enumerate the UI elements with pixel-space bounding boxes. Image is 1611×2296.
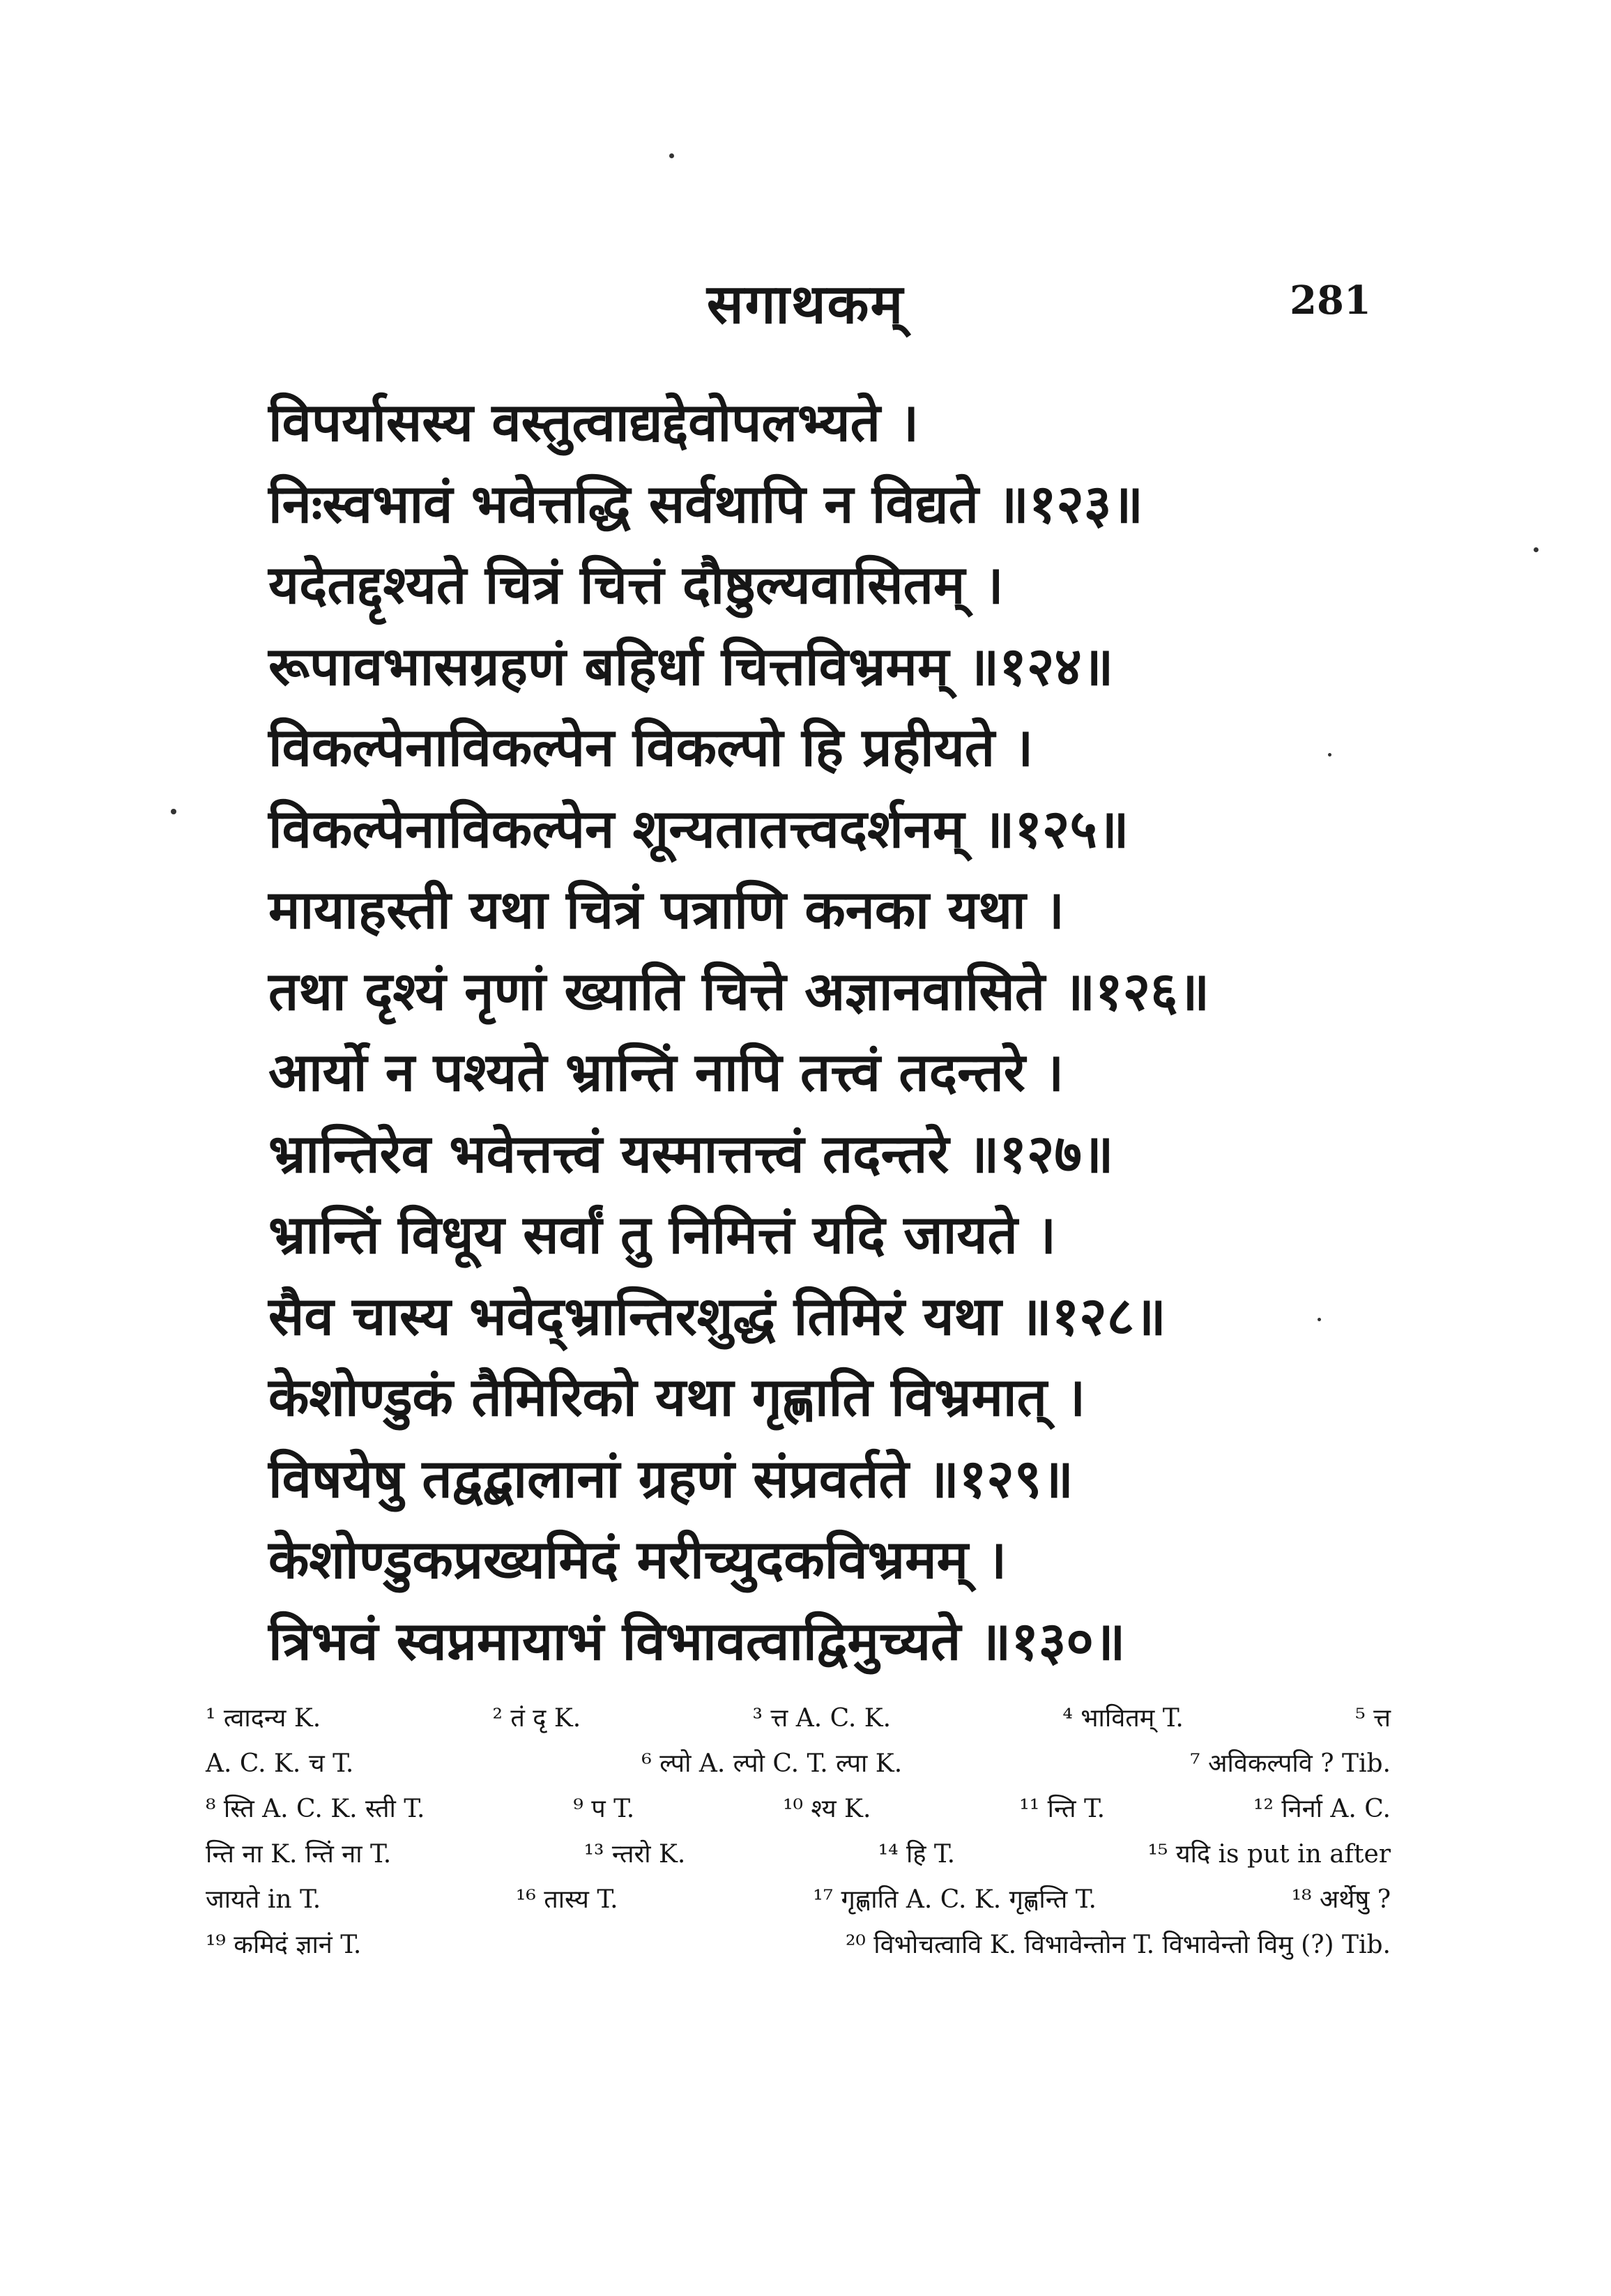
footnote: ¹¹ न्ति T. xyxy=(1019,1795,1106,1823)
verse-line: विषयेषु तद्वद्बालानां ग्रहणं संप्रवर्तते ॥१२९॥ xyxy=(268,1447,1074,1510)
footnote: ⁶ ल्पो A. ल्पो C. T. ल्पा K. xyxy=(641,1749,903,1778)
verse-line: केशोण्डुकप्रख्यमिदं मरीच्युदकविभ्रमम् । xyxy=(268,1528,1007,1590)
footnote-line xyxy=(206,1877,1391,1922)
scan-speck xyxy=(171,809,176,814)
verse-line: रूपावभासग्रहणं बहिर्धा चित्तविभ्रमम् ॥१२४॥ xyxy=(268,634,1114,697)
footnote: ¹⁴ हि T. xyxy=(878,1840,956,1869)
footnote-line xyxy=(206,1741,1391,1786)
page-title: सगाथकम् xyxy=(706,273,905,336)
verse-line: सैव चास्य भवेद्भ्रान्तिरशुद्धं तिमिरं यथा ॥१२८॥ xyxy=(268,1284,1166,1347)
verse-line: भ्रान्तिरेव भवेत्तत्त्वं यस्मात्तत्त्वं तदन्तरे ॥१२७॥ xyxy=(268,1122,1114,1185)
verse-line: यदेतद्दृश्यते चित्रं चित्तं दौष्ठुल्यवासितम् । xyxy=(268,554,1004,616)
footnote: ⁹ प T. xyxy=(573,1795,635,1823)
page-number: 281 xyxy=(1290,278,1371,324)
footnote: ¹² निर्ना A. C. xyxy=(1253,1795,1391,1823)
footnote: ¹⁶ तास्य T. xyxy=(515,1885,618,1914)
footnote-line xyxy=(206,1786,1391,1832)
verse-block xyxy=(268,382,1356,1682)
footnote-line xyxy=(206,1832,1391,1877)
footnote: ²⁰ विभोचत्वावि K. विभावेन्तोन T. विभावेन्तो विमु (?) Tib. xyxy=(845,1931,1391,1959)
verse-line: मायाहस्ती यथा चित्रं पत्राणि कनका यथा । xyxy=(268,879,1064,941)
footnotes xyxy=(206,1696,1391,1968)
verse-line: त्रिभवं स्वप्नमायाभं विभावत्वाद्विमुच्यते ॥१३०॥ xyxy=(268,1609,1126,1672)
footnote: ¹⁹ कमिदं ज्ञानं T. xyxy=(206,1931,362,1959)
verse-line: आर्यो न पश्यते भ्रान्तिं नापि तत्त्वं तदन्तरे । xyxy=(268,1041,1064,1103)
footnote: जायते in T. xyxy=(206,1885,321,1914)
footnote: ⁴ भावितम् T. xyxy=(1062,1704,1184,1733)
footnote: ³ त्त A. C. K. xyxy=(752,1704,892,1733)
scan-speck xyxy=(1534,547,1539,552)
verse-line: निःस्वभावं भवेत्तद्धि सर्वथापि न विद्यते ॥१२३॥ xyxy=(268,472,1143,535)
verse-line: विपर्यासस्य वस्तुत्वाद्यद्देवोपलभ्यते । xyxy=(268,391,919,453)
footnote: ¹³ न्तरो K. xyxy=(583,1840,686,1869)
verse-line: भ्रान्तिं विधूय सर्वां तु निमित्तं यदि जायते । xyxy=(268,1203,1057,1265)
footnote-line xyxy=(206,1922,1391,1968)
footnote-line xyxy=(206,1696,1391,1741)
footnote: ¹⁵ यदि is put in after xyxy=(1147,1840,1391,1869)
footnote: ² तं दृ K. xyxy=(492,1704,581,1733)
footnote: ¹⁸ अर्थेषु ? xyxy=(1291,1885,1391,1914)
footnote: ⁷ अविकल्पवि ? Tib. xyxy=(1190,1749,1391,1778)
verse-line: केशोण्डुकं तैमिरिको यथा गृह्णाति विभ्रमात् । xyxy=(268,1366,1086,1428)
footnote: ¹⁰ श्य K. xyxy=(783,1795,871,1823)
scan-speck xyxy=(669,153,674,158)
footnote: ¹ त्वादन्य K. xyxy=(206,1704,321,1733)
verse-line: तथा दृश्यं नृणां ख्याति चित्ते अज्ञानवासिते ॥१२६॥ xyxy=(268,959,1210,1022)
footnote: ¹⁷ गृह्णाति A. C. K. गृह्णन्ति T. xyxy=(813,1885,1097,1914)
scan-speck xyxy=(1318,1318,1321,1321)
footnote: न्ति ना K. न्तिं ना T. xyxy=(206,1840,392,1869)
verse-line: विकल्पेनाविकल्पेन शून्यतातत्त्वदर्शनम् ॥१२५॥ xyxy=(268,797,1129,860)
footnote: A. C. K. च T. xyxy=(206,1749,354,1778)
footnote: ⁵ त्त xyxy=(1355,1704,1391,1733)
footnote: ⁸ स्ति A. C. K. स्ती T. xyxy=(206,1795,425,1823)
scan-speck xyxy=(1328,753,1331,757)
verse-line: विकल्पेनाविकल्पेन विकल्पो हि प्रहीयते । xyxy=(268,716,1034,778)
